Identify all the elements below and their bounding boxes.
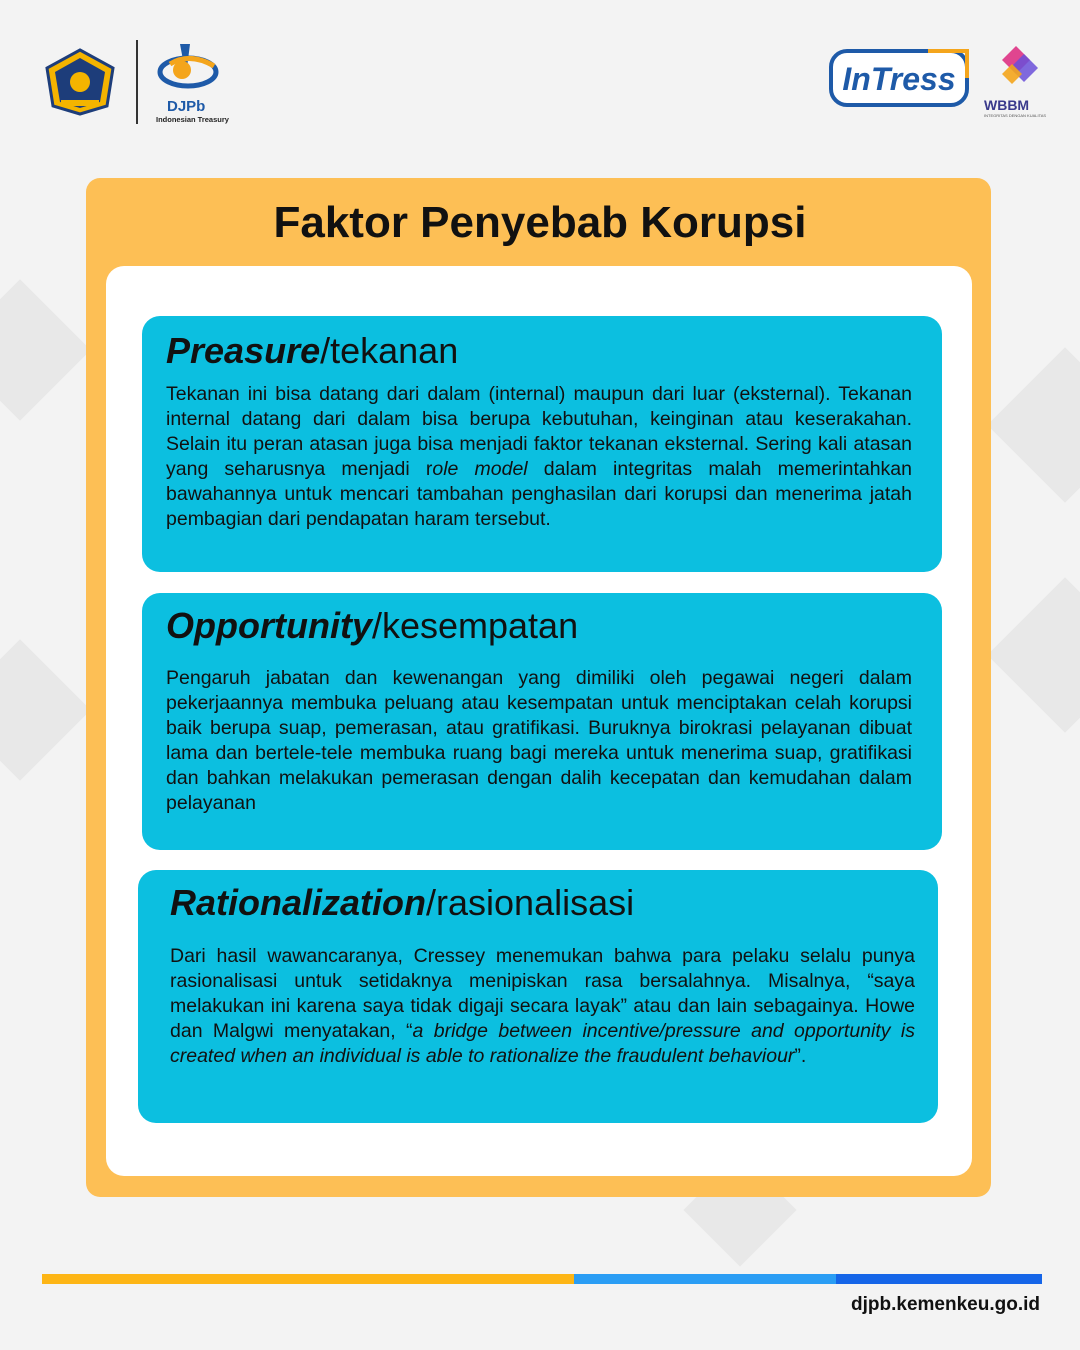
background-diamond bbox=[0, 639, 91, 780]
wbbm-logo bbox=[990, 42, 1050, 90]
footer-bar-lightblue bbox=[574, 1274, 836, 1284]
body-text-italic: ole model bbox=[432, 458, 528, 480]
intress-logo-text: InTress bbox=[842, 61, 956, 97]
section-title-emphasis: Preasure bbox=[166, 330, 321, 371]
footer-bar-blue bbox=[836, 1274, 1042, 1284]
background-diamond bbox=[987, 347, 1080, 503]
section-body-opportunity: Pengaruh jabatan dan kewenangan yang dimiliki oleh pegawai negeri dalam pekerjaannya membuka peluang atau kesempatan untuk menciptakan celah korupsi baik berupa suap, pemerasan, atau gratifikasi. Buruknya birokrasi pelayanan dibuat lama dan bertele-tele membuka ruang bagi mereka untuk menerima suap, gratifikasi dan bahkan melakukan pemerasan dengan dalih kecepatan dan kemudahan dalam pelayanan bbox=[166, 667, 912, 814]
body-text: ”. bbox=[794, 1045, 807, 1067]
background-diamond bbox=[987, 577, 1080, 733]
intress-logo bbox=[828, 48, 970, 108]
background-diamond bbox=[0, 279, 91, 420]
djpb-subtitle: Indonesian Treasury bbox=[156, 115, 229, 124]
body-text-italic: a bridge between incentive/pressure and opportunity is created when an individual is able to rationalize the fraudulent behaviour bbox=[170, 1020, 915, 1067]
wbbm-subtitle: INTEGRITAS DENGAN KUALITAS bbox=[984, 113, 1047, 118]
section-title-rationalization bbox=[170, 882, 634, 924]
header-divider bbox=[136, 40, 138, 124]
section-title-emphasis: Opportunity bbox=[166, 605, 372, 646]
section-title-rest: /rasionalisasi bbox=[426, 882, 635, 923]
section-title-opportunity bbox=[166, 605, 578, 647]
section-body-rationalization bbox=[170, 944, 915, 1069]
section-body-pressure bbox=[166, 382, 912, 532]
section-title-rest: /tekanan bbox=[320, 330, 459, 371]
body-text: Dari hasil wawancaranya, Cressey menemukan bahwa para pelaku selalu punya rasionalisasi untuk setidaknya menipiskan rasa bersalahnya. Misalnya, “saya melakukan ini karena saya tidak digaji secara layak” atau dan lain sebagainya. Howe dan Malgwi menyatakan, “ bbox=[170, 945, 915, 1042]
kemenkeu-logo bbox=[43, 48, 117, 116]
footer-url-link[interactable]: djpb.kemenkeu.go.id bbox=[851, 1294, 1040, 1315]
footer-bar-yellow bbox=[42, 1274, 574, 1284]
section-title-pressure bbox=[166, 330, 458, 372]
body-text: Tekanan ini bisa datang dari dalam (internal) maupun dari luar (eksternal). Tekanan internal datang dari dalam bisa berupa kebutuhan, keinginan atau keserakahan. Selain itu peran atasan juga bisa menjadi faktor tekanan eksternal. Sering kali atasan yang seharusnya menjadi r bbox=[166, 383, 912, 480]
body-text: dalam integritas malah memerintahkan bawahannya untuk mencari tambahan penghasilan dari korupsi dan menerima jatah pembagian dari pendapatan haram tersebut. bbox=[166, 458, 912, 530]
wbbm-name: WBBM bbox=[984, 97, 1030, 113]
section-title-emphasis: Rationalization bbox=[170, 882, 427, 923]
section-title-rest: /kesempatan bbox=[371, 605, 579, 646]
djpb-name: DJPb bbox=[167, 98, 206, 115]
page-title: Faktor Penyebab Korupsi bbox=[273, 198, 807, 247]
